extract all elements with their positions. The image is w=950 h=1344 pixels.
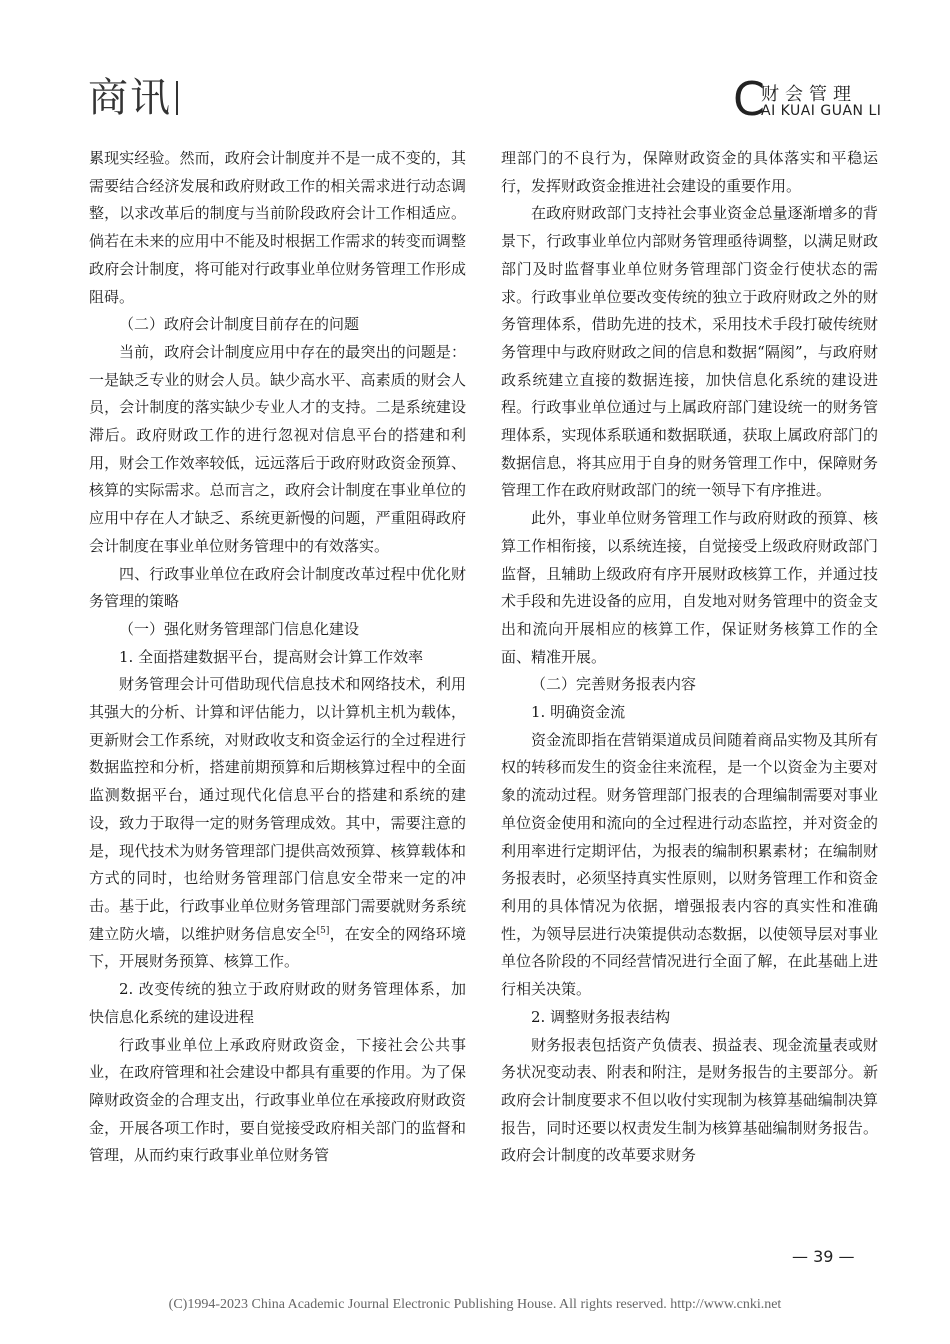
page-number: — 39 — [792, 1247, 855, 1266]
paragraph-text: 财务管理会计可借助现代信息技术和网络技术，利用其强大的分析、计算和评估能力，以计算机主机为载体，更新财会工作系统，对财政收支和资金运行的全过程进行数据监控和分析，搭建前期预算和后期核算过程中的全面监测数据平台，通过现代化信息平台的搭建和系统的建设，致力于取得一定的财务管理成效。其中，需要注意的是，现代技术为财务管理部门提供高效预算、核算载体和方式的同时，也给财务管理部门信息安全带来一定的冲击。基于此，行政事业单位财务管理部门需要就财务系统建立防火墙，以维护财务信息安全 [89, 675, 466, 943]
paragraph [89, 671, 466, 976]
paragraph-text-after: ，在安全的网络环境下，开展财务预算、核算工作。 [89, 924, 466, 971]
right-column [501, 145, 878, 1170]
paragraph: 财务报表包括资产负债表、损益表、现金流量表或财务状况变动表、附表和附注，是财务报告的主要部分。新政府会计制度要求不但以收付实现制为核算基础编制决算报告，同时还要以权责发生制为核算基础编制财务报告。政府会计制度的改革要求财务 [501, 1035, 878, 1165]
logo-divider [176, 81, 178, 115]
section-logo-letter: C [733, 72, 766, 126]
section-logo [733, 72, 883, 126]
copyright-footer: (C)1994-2023 China Academic Journal Electronic Publishing House. All rights reserved. http://www.cnki.net [168, 1297, 782, 1312]
left-column [89, 145, 466, 1170]
journal-logo [88, 75, 178, 121]
paragraph: 当前，政府会计制度应用中存在的最突出的问题是：一是缺乏专业的财会人员。缺少高水平、高素质的财会人员，会计制度的落实缺少专业人才的支持。二是系统建设滞后。政府财政工作的进行忽视对信息平台的搭建和利用，财会工作效率较低，远远落后于政府财政资金预算、核算的实际需求。总而言之，政府会计制度在事业单位的应用中存在人才缺乏、系统更新慢的问题，严重阻碍政府会计制度在事业单位财务管理中的有效落实。 [89, 342, 466, 555]
section-logo-en: AI KUAI GUAN LI [761, 103, 882, 119]
section-logo-cn: 财会管理 [761, 84, 857, 105]
subsection-heading: （二）完善财务报表内容 [531, 675, 697, 694]
paragraph: 累现实经验。然而，政府会计制度并不是一成不变的，其需要结合经济发展和政府财政工作的相关需求进行动态调整，以求改革后的制度与当前阶段政府会计工作相适应。倘若在未来的应用中不能及时根据工作需求的转变而调整政府会计制度，将可能对行政事业单位财务管理工作形成阻碍。 [89, 149, 466, 306]
paragraph: 理部门的不良行为，保障财政资金的具体落实和平稳运行，发挥财政资金推进社会建设的重要作用。 [501, 149, 878, 195]
paragraph: 资金流即指在营销渠道成员间随着商品实物及其所有权的转移而发生的资金往来流程，是一个以资金为主要对象的流动过程。财务管理部门报表的合理编制需要对事业单位资金使用和流向的全过程进行动态监控，并对资金的利用率进行定期评估，为报表的编制积累素材；在编制财务报表时，必须坚持真实性原则，以财务管理工作和资金利用的具体情况为依据，增强报表内容的真实性和准确性，为领导层进行决策提供动态数据，以使领导层对事业单位各阶段的不同经营情况进行全面了解，在此基础上进行相关决策。 [501, 730, 878, 999]
item-heading: 1. 明确资金流 [531, 703, 626, 722]
item-heading: 2. 调整财务报表结构 [531, 1007, 671, 1026]
subsection-heading: （一）强化财务管理部门信息化建设 [119, 619, 360, 638]
item-heading: 2. 改变传统的独立于政府财政的财务管理体系，加快信息化系统的建设进程 [89, 980, 466, 1026]
item-heading: 1. 全面搭建数据平台，提高财会计算工作效率 [119, 647, 424, 666]
subsection-heading: （二）政府会计制度目前存在的问题 [119, 315, 360, 334]
section-heading: 四、行政事业单位在政府会计制度改革过程中优化财务管理的策略 [89, 564, 466, 611]
citation: [5] [316, 925, 330, 936]
paragraph: 此外，事业单位财务管理工作与政府财政的预算、核算工作相衔接，以系统连接，自觉接受上级政府财政部门监督，且辅助上级政府有序开展财政核算工作，并通过技术手段和先进设备的应用，自发地对财务管理中的资金支出和流向开展相应的核算工作，保证财务核算工作的全面、精准开展。 [501, 509, 878, 666]
journal-logo-text: 商讯 [88, 75, 172, 121]
paragraph: 行政事业单位上承政府财政资金，下接社会公共事业，在政府管理和社会建设中都具有重要的作用。为了保障财政资金的合理支出，行政事业单位在承接政府财政资金，开展各项工作时，要自觉接受政府相关部门的监督和管理，从而约束行政事业单位财务管 [89, 1035, 466, 1165]
paragraph: 在政府财政部门支持社会事业资金总量逐渐增多的背景下，行政事业单位内部财务管理亟待调整，以满足财政部门及时监督事业单位财务管理部门资金行使状态的需求。行政事业单位要改变传统的独立于政府财政之外的财务管理体系，借助先进的技术，采用技术手段打破传统财务管理中与政府财政之间的信息和数据“隔阂”，与政府财政系统建立直接的数据连接，加快信息化系统的建设进程。行政事业单位通过与上属政府部门建设统一的财务管理体系，实现体系联通和数据联通，获取上属政府部门的数据信息，将其应用于自身的财务管理工作中，保障财务管理工作在政府财政部门的统一领导下有序推进。 [501, 204, 878, 500]
